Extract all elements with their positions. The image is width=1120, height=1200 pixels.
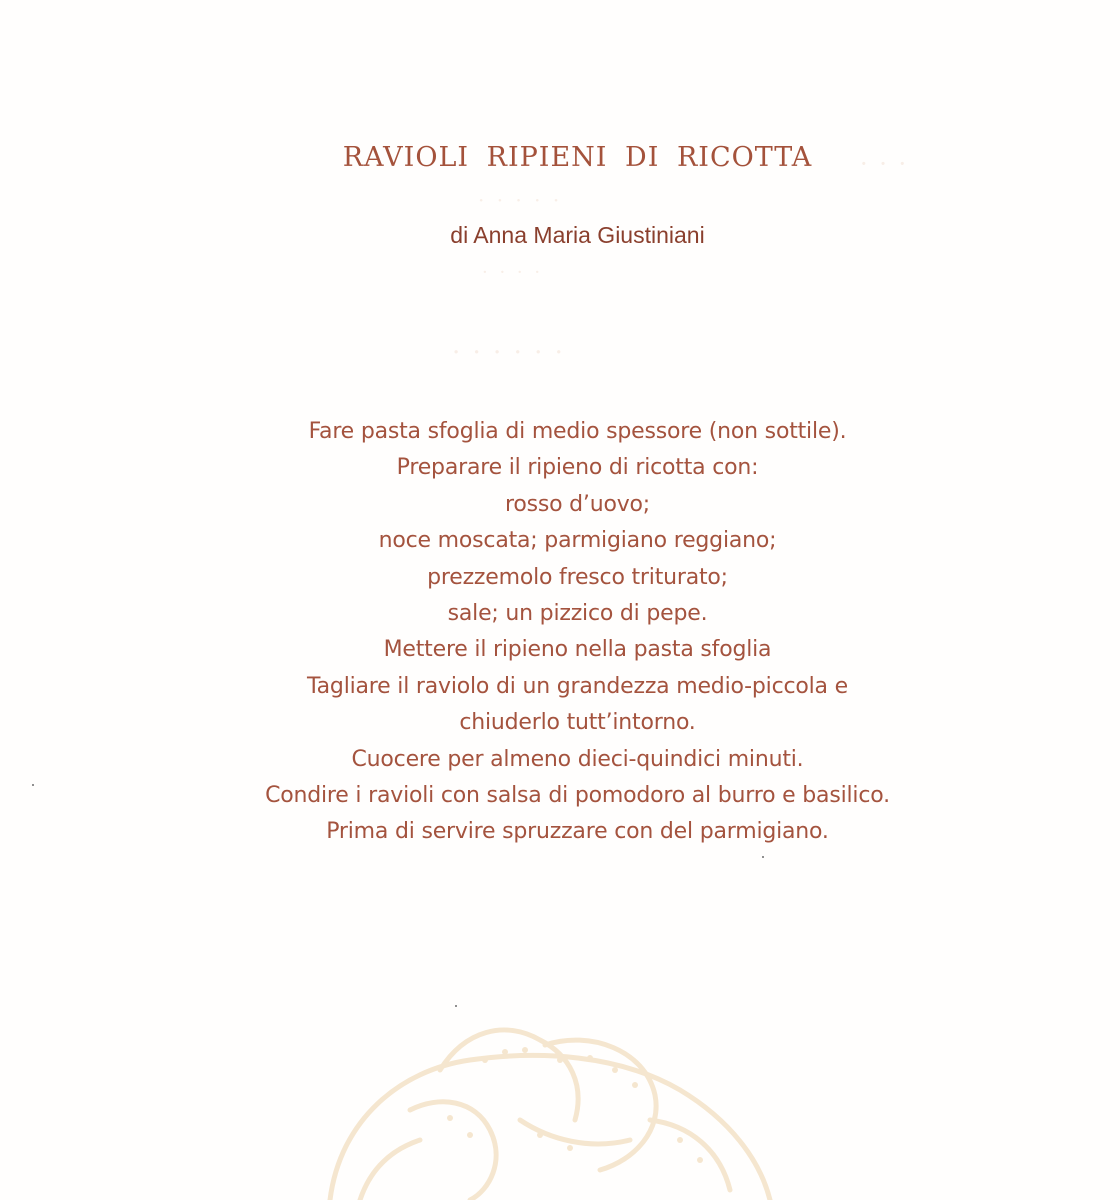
instruction-line: Condire i ravioli con salsa di pomodoro al burro e basilico. <box>265 783 890 809</box>
recipe-instructions <box>0 414 1120 851</box>
bleed-through-decoration: · · · · · · <box>452 338 565 368</box>
instruction-line: Tagliare il raviolo di un grandezza medio-piccola e <box>307 673 848 699</box>
instruction-line: Fare pasta sfoglia di medio spessore (non sottile). <box>308 419 847 444</box>
bleed-through-decoration: · · · · <box>482 262 544 283</box>
bleed-through-decoration: · · · · · <box>478 188 563 212</box>
instruction-line: Mettere il ripieno nella pasta sfoglia <box>383 637 772 663</box>
instruction-line: chiuderlo tutt’intorno. <box>459 710 696 736</box>
instruction-line: rosso d’uovo; <box>504 491 651 517</box>
recipe-author: di Anna Maria Giustiniani <box>450 222 705 248</box>
scan-speck <box>32 784 34 786</box>
instruction-line: Preparare il ripieno di ricotta con: <box>396 455 759 481</box>
scan-speck <box>762 856 764 858</box>
instruction-line: Cuocere per almeno dieci-quindici minuti. <box>351 746 804 772</box>
bleed-through-decoration: · · · <box>860 150 909 178</box>
pasta-ornament-icon <box>290 1000 810 1200</box>
instruction-line: sale; un pizzico di pepe. <box>447 601 708 627</box>
instruction-line: prezzemolo fresco triturato; <box>427 564 728 590</box>
instruction-line: noce moscata; parmigiano reggiano; <box>378 528 777 554</box>
instruction-line: Prima di servire spruzzare con del parmigiano. <box>326 819 829 845</box>
recipe-title: RAVIOLI RIPIENI DI RICOTTA <box>342 142 813 173</box>
